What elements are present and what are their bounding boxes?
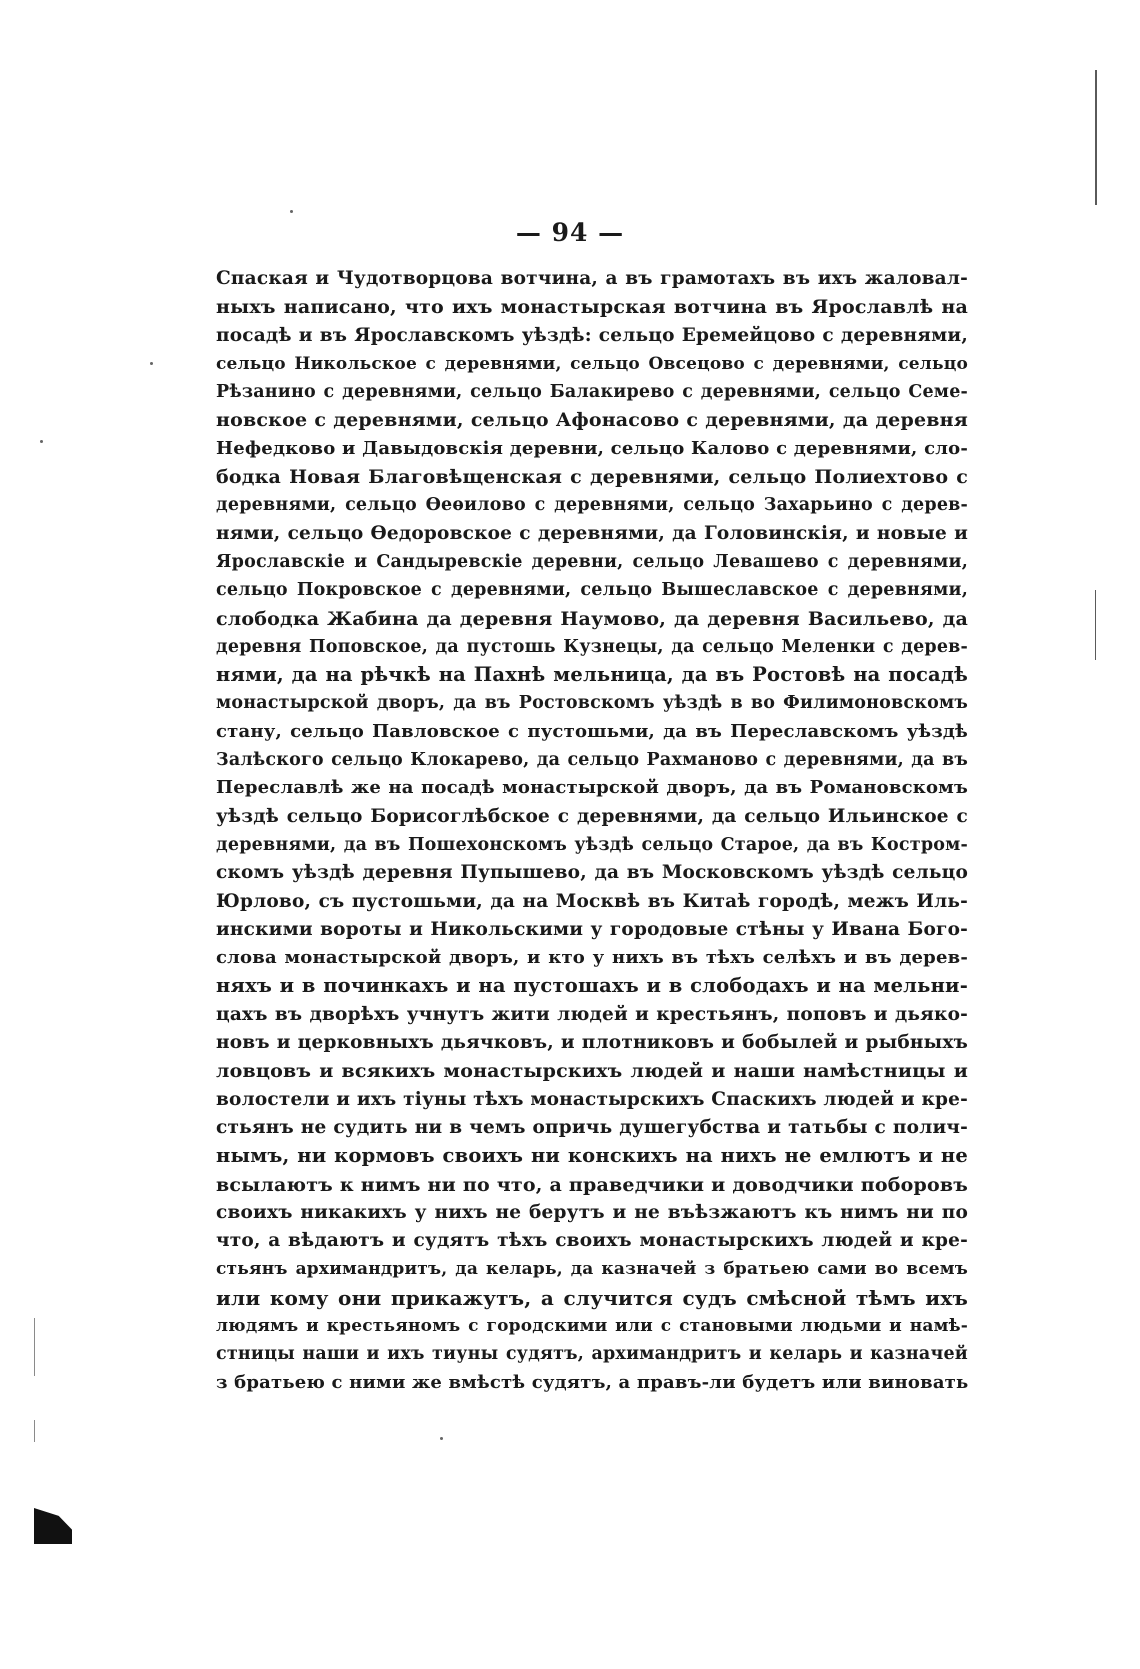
- text-line: посадѣ и въ Ярославскомъ уѣздѣ: сельцо Еремейцово с деревнями,: [216, 324, 968, 346]
- text-line: Залѣского сельцо Клокарево, да сельцо Рахманово с деревнями, да въ: [216, 750, 968, 771]
- text-line: сельцо Покровское с деревнями, сельцо Вышеславское с деревнями,: [216, 580, 968, 601]
- text-line: Рѣзанино с деревнями, сельцо Балакирево с деревнями, сельцо Семе-: [216, 382, 968, 403]
- scan-speck: [290, 210, 293, 213]
- text-line: что, а вѣдаютъ и судятъ тѣхъ своихъ монастырскихъ людей и кре-: [216, 1230, 968, 1252]
- page-number: — 94 —: [515, 218, 625, 247]
- text-line: волостели и ихъ тіуны тѣхъ монастырскихъ Спаскихъ людей и кре-: [216, 1088, 968, 1110]
- text-line: ныхъ написано, что ихъ монастырская вотчина въ Ярославлѣ на: [216, 296, 968, 319]
- text-line: новское с деревнями, сельцо Афонасово с деревнями, да деревня: [216, 409, 968, 432]
- scan-binding-mark: [34, 1508, 72, 1544]
- scan-speck: [40, 440, 43, 443]
- text-line: своихъ никакихъ у нихъ не берутъ и не въѣзжаютъ къ нимъ ни по: [216, 1201, 968, 1223]
- body-text: [216, 265, 968, 1397]
- text-line: Спаская и Чудотворцова вотчина, а въ грамотахъ въ ихъ жаловал-: [216, 268, 968, 289]
- text-line: нымъ, ни кормовъ своихъ ни конскихъ на нихъ не емлютъ и не: [216, 1144, 968, 1168]
- text-line: сельцо Никольское с деревнями, сельцо Овсецово с деревнями, сельцо: [216, 353, 968, 374]
- text-line: Ярославскіе и Сандыревскіе деревни, сельцо Левашево с деревнями,: [216, 551, 968, 572]
- text-line: новъ и церковныхъ дьячковъ, и плотниковъ и бобылей и рыбныхъ: [216, 1032, 968, 1054]
- scan-speck: [150, 362, 153, 365]
- scan-edge-line: [1095, 70, 1097, 205]
- scan-margin-tick: [34, 1318, 35, 1376]
- text-line: нями, сельцо Ѳедоровское с деревнями, да Головинскія, и новые и: [216, 522, 968, 544]
- text-line: деревнями, да въ Пошехонскомъ уѣздѣ сельцо Старое, да въ Костром-: [216, 834, 968, 855]
- text-line: Юрлово, съ пустошьми, да на Москвѣ въ Китаѣ городѣ, межъ Иль-: [216, 890, 968, 912]
- text-line: стницы наши и ихъ тиуны судятъ, архимандритъ и келарь и казначей: [216, 1344, 968, 1365]
- text-line: цахъ въ дворѣхъ учнутъ жити людей и крестьянъ, поповъ и дьяко-: [216, 1003, 968, 1025]
- text-line: бодка Новая Благовѣщенская с деревнями, сельцо Полиехтово с: [216, 466, 968, 489]
- scan-speck: [440, 1437, 443, 1440]
- text-line: Переславлѣ же на посадѣ монастырской дворъ, да въ Романовскомъ: [216, 777, 968, 799]
- text-line: слободка Жабина да деревня Наумово, да деревня Васильево, да: [216, 607, 968, 630]
- text-line: или кому они прикажутъ, а случится судъ смѣсной тѣмъ ихъ: [216, 1285, 968, 1310]
- text-line: Нефедково и Давыдовскія деревни, сельцо Калово с деревнями, сло-: [216, 437, 968, 459]
- text-line: няхъ и в починкахъ и на пустошахъ и в слободахъ и на мельни-: [216, 974, 968, 998]
- text-line: монастырской дворъ, да въ Ростовскомъ уѣздѣ в во Филимоновскомъ: [216, 693, 968, 714]
- text-line: стану, сельцо Павловское с пустошьми, да въ Переславскомъ уѣздѣ: [216, 720, 968, 742]
- text-line: всылаютъ к нимъ ни по что, а праведчики и доводчики поборовъ: [216, 1173, 968, 1196]
- text-line: слова монастырской дворъ, и кто у нихъ въ тѣхъ селѣхъ и въ дерев-: [216, 947, 968, 969]
- text-line: деревня Поповское, да пустошь Кузнецы, да сельцо Меленки с дерев-: [216, 636, 968, 657]
- text-line: людямъ и крестьяномъ с городскими или с становыми людьми и намѣ-: [216, 1315, 968, 1336]
- text-line: деревнями, сельцо Ѳеѳилово с деревнями, сельцо Захарьино с дерев-: [216, 495, 968, 516]
- text-line: з братьею с ними же вмѣстѣ судятъ, а правъ-ли будетъ или виновать: [216, 1371, 968, 1393]
- text-line: скомъ уѣздѣ деревня Пупышево, да въ Московскомъ уѣздѣ сельцо: [216, 862, 968, 884]
- scan-margin-tick: [34, 1420, 35, 1442]
- text-line: стьянъ архимандритъ, да келарь, да казначей з братьею сами во всемъ: [216, 1259, 968, 1280]
- scan-edge-line: [1095, 590, 1096, 660]
- text-line: инскими вороты и Никольскими у городовые стѣны у Ивана Бого-: [216, 918, 968, 940]
- text-line: ловцовъ и всякихъ монастырскихъ людей и наши намѣстницы и: [216, 1060, 968, 1083]
- text-line: уѣздѣ сельцо Борисоглѣбское с деревнями, да сельцо Ильинское с: [216, 805, 968, 827]
- text-line: нями, да на рѣчкѣ на Пахнѣ мельница, да въ Ростовѣ на посадѣ: [216, 663, 968, 687]
- text-line: стьянъ не судить ни в чемъ опричь душегубства и татьбы с полич-: [216, 1116, 968, 1138]
